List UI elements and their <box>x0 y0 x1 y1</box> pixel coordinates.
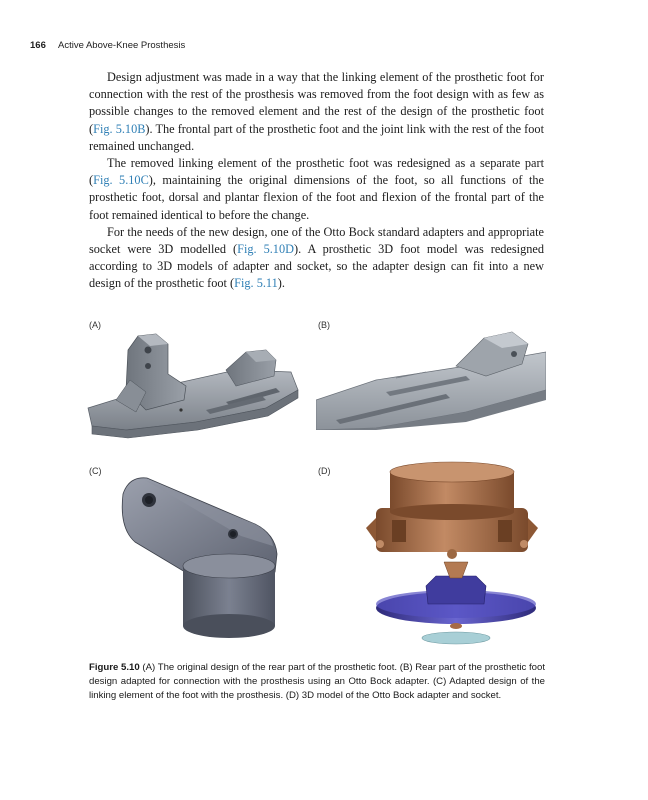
paragraph-2 <box>89 155 544 224</box>
panel-b-adapted-foot-render <box>316 330 546 430</box>
running-title: Active Above-Knee Prosthesis <box>57 40 186 51</box>
text-run: ). <box>277 276 285 291</box>
running-head <box>30 40 185 51</box>
figure-link-5-10d[interactable]: Fig. 5.10D <box>237 242 294 257</box>
panel-a-original-foot-render <box>86 330 308 440</box>
body-text <box>89 69 544 293</box>
text-run: ). A prosthetic 3D foot model was redesigned according to 3D models of adapter and socket, so the adapter design can fit into a new design of the prosthetic foot ( <box>89 242 544 291</box>
paragraph-3 <box>89 224 544 293</box>
panel-label-a: (A) <box>89 320 101 330</box>
figure-link-5-10c[interactable]: Fig. 5.10C <box>93 173 149 188</box>
caption-text: (A) The original design of the rear part of the prosthetic foot. (B) Rear part of the prosthetic foot design adapted for connection with the prosthesis using an Otto Bock adapter. (C) Adapted design of the linking element of the foot with the prosthesis. (D) 3D model of the Otto Bock adapter and socket. <box>89 662 546 702</box>
panel-label-d: (D) <box>318 466 331 476</box>
panel-label-c: (C) <box>89 466 102 476</box>
text-run: For the needs of the new design, one of the Otto Bock standard adapters and appropriate socket were 3D modelled ( <box>89 224 544 257</box>
text-run: ), maintaining the original dimensions of the foot, so all functions of the prosthetic foot, dorsal and plantar flexion of the foot and flexion of the frontal part of the foot remained identical to before the change. <box>89 173 544 222</box>
paragraph-1 <box>89 69 544 155</box>
text-run: The removed linking element of the prosthetic foot was redesigned as a separate part ( <box>89 156 544 188</box>
panel-c-linking-element-render <box>115 472 290 647</box>
page-number: 166 <box>30 40 46 51</box>
panel-d-adapter-socket-render <box>366 458 538 648</box>
caption-label: Figure 5.10 <box>89 662 140 673</box>
figure-caption <box>89 661 545 704</box>
panel-label-b: (B) <box>318 320 330 330</box>
text-run: ). The frontal part of the prosthetic foot and the joint link with the rest of the foot remained unchanged. <box>89 121 544 153</box>
figure-link-5-11[interactable]: Fig. 5.11 <box>234 276 278 291</box>
text-run: Design adjustment was made in a way that the linking element of the prosthetic foot for connection with the rest of the prosthesis was removed from the foot design with as few as possible changes to the removed element and the rest of the design of the prosthetic foot ( <box>89 70 544 136</box>
figure-link-5-10b[interactable]: Fig. 5.10B <box>93 121 146 136</box>
